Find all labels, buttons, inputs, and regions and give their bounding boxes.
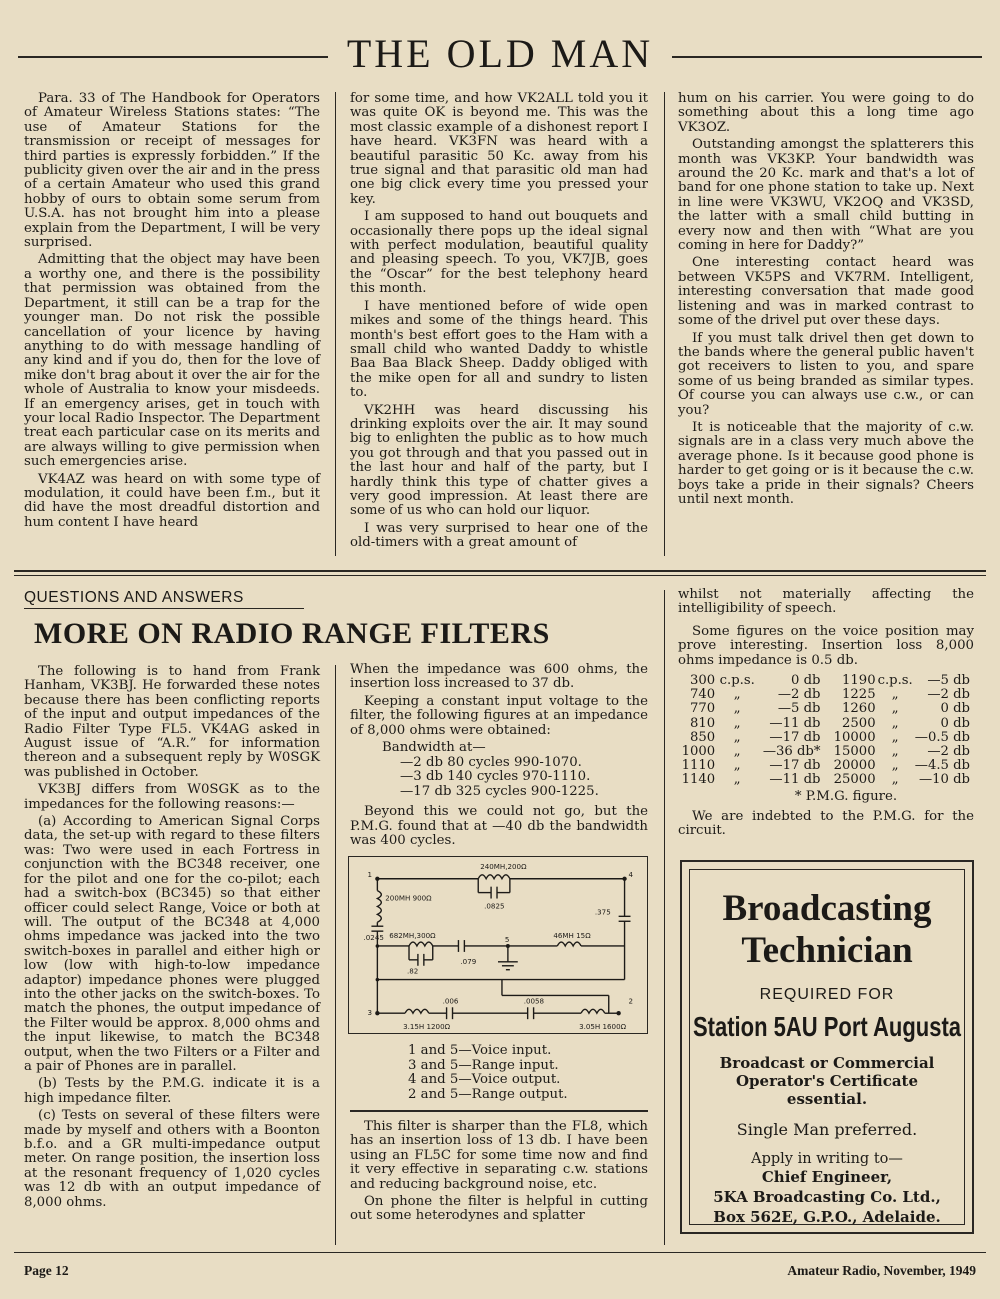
table-cell: —2 db [927, 687, 970, 703]
label-l4: 46MH 15Ω [553, 931, 591, 941]
table-cell: „ [891, 744, 899, 760]
legend-divider [350, 1110, 648, 1112]
paragraph: Admitting that the object may have been a worthy one, and there is the possibility that permission was obtained from the Department, it still can be a trap for the younger man. Do not risk the possible cancellation of your licence by having anything to do with message handling of any kind and if you do, then for the love of mike don't brag about it over the air for the whole of Australia to know your misdeeds. If an emergency arises, get in touch with your local Radio Inspector. The Department treat each particular case on its merits and are always willing to give permission when such emergencies arise. [24, 252, 320, 470]
table-cell: —5 db [777, 701, 821, 717]
table-row [678, 717, 970, 731]
table-cell: 1000 [681, 744, 716, 760]
legend-item: 2 and 5—Range output. [408, 1086, 568, 1102]
bottom-column-3 [678, 588, 974, 842]
ad-address-line: 5KA Broadcasting Co. Ltd., [713, 1188, 941, 1206]
footer-rule [14, 1252, 986, 1253]
table-cell: 15000 [833, 744, 876, 760]
ad-cert-line: Operator's Certificate [735, 1072, 919, 1090]
masthead-rule-left [18, 56, 328, 58]
paragraph: Beyond this we could not go, but the P.M.G. found that at —40 db the bandwidth was 400 cycles. [350, 804, 648, 849]
node-1: 1 [367, 869, 373, 879]
table-cell: 10000 [833, 729, 876, 745]
table-cell: 0 db [940, 701, 970, 717]
voice-figures-table [678, 674, 970, 788]
node-5: 5 [504, 935, 510, 945]
ad-cert-line: essential. [786, 1090, 868, 1108]
paragraph: One interesting contact heard was between VK5PS and VK7RM. Intelligent, interesting conversation that made good listening and was in marked contrast to some of the drivel put over these days. [678, 255, 974, 329]
article-headline: MORE ON RADIO RANGE FILTERS [34, 617, 550, 650]
bandwidth-row: —17 db 325 cycles 900-1225. [400, 783, 599, 799]
table-cell: „ [891, 701, 899, 717]
legend-item: 3 and 5—Range input. [408, 1057, 559, 1073]
table-row [678, 731, 970, 745]
table-cell: c.p.s. [877, 673, 913, 689]
table-cell: 300 [690, 673, 716, 689]
paragraph: The following is to hand from Frank Hanham, VK3BJ. He forwarded these notes because there has been conflicting reports of the input and output impedances of the Radio Filter Type FL5. VK4AG asked in August issue of “A.R.” for information thereon and a subsequent reply by W0SGK was published in October. [24, 664, 320, 780]
ad-apply: Apply in writing to— [751, 1151, 903, 1167]
paragraph: It is noticeable that the majority of c.w. signals are in a class very much above the average phone. Is it because good phone is harder to get going or is it because the c.w. boys take a pride in their signals? Cheers until next month. [678, 419, 974, 507]
circuit-legend [408, 1044, 568, 1102]
ad-single: Single Man preferred. [736, 1120, 918, 1139]
paragraph: On phone the filter is helpful in cutting out some heterodynes and splatter [350, 1194, 648, 1224]
ad-required: REQUIRED FOR [759, 986, 895, 1003]
node-4: 4 [628, 869, 634, 879]
label-l2: 200MH 900Ω [385, 893, 432, 903]
job-advertisement [680, 860, 974, 1234]
paragraph: VK4AZ was heard on with some type of modulation, it could have been f.m., but it did have the most dreadful distortion and hum content I have heard [24, 471, 320, 530]
node-2: 2 [628, 996, 634, 1006]
bandwidth-heading: Bandwidth at— [382, 740, 486, 756]
bottom-column-1 [24, 665, 320, 1213]
table-cell: —0.5 db [914, 729, 970, 745]
table-cell: —5 db [927, 673, 970, 689]
paragraph: (a) According to American Signal Corps data, the set-up with regard to these filters was: Two were used in each Fortress in conjunction with the BC348 receiver, one for the pilot and one for the co-pilot; each had a switch-box (BC345) so that either officer could select Range, Voice or both at will. The output of the BC348 at 4,000 ohms impedance was jacked into the two switch-boxes in parallel and either high or low (low with high-to-low impedance adaptor) impedance phones were plugged into the other jacks on the switch-boxes. To match the phones, the output impedance of the Filter would be approx. 8,000 ohms and the input likewise, to match the BC348 output, when the two Filters or a Filter and a pair of Phones are in parallel. [24, 814, 320, 1074]
pmg-note: * P.M.G. figure. [794, 788, 898, 804]
table-cell: —17 db [769, 758, 821, 774]
table-cell: 0 db [940, 715, 970, 731]
paragraph: Outstanding amongst the splatterers this month was VK3KP. Your bandwidth was around the 20 Kc. mark and that's a lot of band for one phone station to take up. Next in line were VK3WU, VK2OQ and VK3SD, the latter with a small child butting in every now and then with “What are you coming in here for Daddy?” [678, 137, 974, 254]
paragraph: We are indebted to the P.M.G. for the circuit. [678, 809, 974, 839]
ad-address-line: Chief Engineer, [761, 1168, 893, 1186]
table-cell: 1110 [681, 758, 716, 774]
table-cell: 770 [690, 701, 716, 717]
table-row [678, 745, 970, 759]
table-cell: „ [733, 687, 741, 703]
column-divider [664, 92, 665, 556]
top-column-3 [678, 92, 974, 510]
paragraph: I was very surprised to hear one of the old-timers with a great amount of [350, 520, 648, 551]
table-cell: „ [891, 729, 899, 745]
paragraph: (b) Tests by the P.M.G. indicate it is a high impedance filter. [24, 1076, 320, 1106]
issue-label: Amateur Radio, November, 1949 [787, 1263, 976, 1278]
label-c5: .375 [594, 907, 611, 917]
table-cell: 850 [690, 729, 716, 745]
ad-certificate [690, 1054, 964, 1108]
table-cell: „ [891, 715, 899, 731]
paragraph: Para. 33 of The Handbook for Operators of Amateur Wireless Stations states: “The use of Amateur Stations for the transmission or receipt of messages for third parties is expressly forbidden.” If the publicity given over the air and in the press of a certain Amateur who used this grand hobby of ours to obtain some serum from U.S.A. has not brought him into a please explain from the Department, I will be very surprised. [24, 91, 320, 251]
circuit-svg [349, 857, 647, 1033]
ad-cert-line: Broadcast or Commercial [719, 1054, 935, 1072]
table-row [678, 688, 970, 702]
table-cell: 740 [690, 687, 716, 703]
label-l1: 240MH,200Ω [480, 861, 527, 871]
paragraph: When the impedance was 600 ohms, the insertion loss increased to 37 db. [350, 662, 648, 692]
page-number: Page 12 [24, 1263, 69, 1278]
paragraph: Some figures on the voice position may prove interesting. Insertion loss 8,000 ohms impedance is 0.5 db. [678, 623, 974, 668]
top-column-2 [350, 92, 648, 554]
paragraph: Keeping a constant input voltage to the filter, the following figures at an impedance of 8,000 ohms were obtained: [350, 693, 648, 738]
paragraph: VK2HH was heard discussing his drinking exploits over the air. It may sound big to enlighten the public as to how much you got through and that you passed out in the last hour and half of the party, but I hardly think this type of chatter gives a very good impression. At least there are some of us who can hold our liquor. [350, 402, 648, 519]
label-c4: .079 [460, 956, 477, 966]
table-cell: —11 db [769, 772, 821, 788]
table-cell: 810 [690, 715, 716, 731]
table-cell: „ [891, 687, 899, 703]
bottom-column-2 [350, 663, 648, 852]
node-3: 3 [367, 1008, 373, 1018]
table-cell: 0 db [791, 673, 821, 689]
bandwidth-list [382, 741, 648, 799]
paragraph: whilst not materially affecting the intelligibility of speech. [678, 587, 974, 617]
label-c2: .0245 [363, 933, 384, 943]
paragraph: I am supposed to hand out bouquets and occasionally there pops up the ideal signal with perfect modulation, beautiful quality and pleasing speech. To you, VK7JB, goes the “Oscar” for the best telephony heard this month. [350, 209, 648, 297]
label-l3: 682MH,300Ω [389, 931, 436, 941]
table-cell: 20000 [833, 758, 876, 774]
table-cell: —2 db [777, 687, 821, 703]
table-cell: 1225 [842, 687, 876, 703]
table-cell: —4.5 db [914, 758, 970, 774]
bottom-column-2-cont [350, 1120, 648, 1227]
table-cell: —11 db [769, 715, 821, 731]
paragraph: VK3BJ differs from W0SGK as to the impedances for the following reasons:— [24, 782, 320, 812]
table-cell: „ [733, 744, 741, 760]
table-cell: c.p.s. [719, 673, 755, 689]
section-label: QUESTIONS AND ANSWERS [24, 589, 304, 609]
table-cell: 25000 [833, 772, 876, 788]
ad-address-line: Box 562E, G.P.O., Adelaide. [713, 1208, 941, 1226]
section-separator-thin [14, 575, 986, 576]
ad-title-line1: Broadcasting [722, 888, 932, 929]
section-separator [14, 570, 986, 572]
filter-circuit-diagram [348, 856, 648, 1034]
bandwidth-row: —3 db 140 cycles 970-1110. [400, 769, 591, 785]
table-cell: „ [733, 701, 741, 717]
table-row [678, 702, 970, 716]
table-cell: —2 db [927, 744, 970, 760]
label-c3: .82 [407, 966, 419, 976]
table-cell: —17 db [769, 729, 821, 745]
table-cell: 2500 [842, 715, 876, 731]
table-cell: „ [733, 758, 741, 774]
top-column-1 [24, 92, 320, 533]
paragraph: for some time, and how VK2ALL told you it was quite OK is beyond me. This was the most classic example of a dishonest report I have heard. VK3FN was heard with a beautiful parasitic 50 Kc. away from his true signal and that parasitic old man had one big click every time you pressed your key. [350, 91, 648, 207]
ad-title-line2: Technician [741, 930, 913, 971]
table-cell: —10 db [918, 772, 970, 788]
column-divider [664, 590, 665, 1245]
table-cell: „ [733, 715, 741, 731]
table-cell: —36 db* [762, 744, 821, 760]
label-l6: 3.05H 1600Ω [579, 1022, 627, 1032]
paragraph: hum on his carrier. You were going to do something about this a long time ago VK3OZ. [678, 91, 974, 135]
label-c7: .0058 [523, 996, 545, 1006]
table-cell: „ [733, 729, 741, 745]
paragraph: (c) Tests on several of these filters were made by myself and others with a Boonton b.f.o. and a GR multi-impedance output meter. On range position, the insertion loss at the resonant frequency of 1,020 cycles was 12 db with an output impedance of 8,000 ohms. [24, 1108, 320, 1210]
ad-station: Station 5AU Port Augusta [692, 1010, 962, 1042]
paragraph: I have mentioned before of wide open mikes and some of the things heard. This month's best effort goes to the Ham with a small child who wanted Daddy to whistle Baa Baa Black Sheep. Daddy obliged with the mike open for all and sundry to listen to. [350, 298, 648, 401]
label-l5: 3.15H 1200Ω [403, 1022, 451, 1032]
ad-inner-border [689, 869, 965, 1225]
label-c1: .0825 [484, 901, 505, 911]
bandwidth-row: —2 db 80 cycles 990-1070. [400, 754, 582, 770]
table-row [678, 759, 970, 773]
table-cell: 1260 [842, 701, 876, 717]
table-cell: 1140 [681, 772, 716, 788]
table-row [678, 674, 970, 688]
label-c6: .006 [442, 996, 459, 1006]
paragraph: This filter is sharper than the FL8, which has an insertion loss of 13 db. I have been using an FL5C for some time now and find it very effective in separating c.w. stations and reducing background noise, etc. [350, 1119, 648, 1192]
table-cell: „ [891, 758, 899, 774]
table-cell: „ [891, 772, 899, 788]
masthead-rule-right [672, 56, 982, 58]
column-divider [335, 92, 336, 556]
masthead-title: THE OLD MAN [346, 31, 654, 76]
table-cell: „ [733, 772, 741, 788]
legend-item: 1 and 5—Voice input. [408, 1043, 552, 1058]
paragraph: If you must talk drivel then get down to the bands where the general public haven't got receivers to listen to you, and spare some of us being branded as similar types. Of course you can always use c.w., or can you? [678, 330, 974, 418]
legend-item: 4 and 5—Voice output. [408, 1072, 561, 1088]
table-cell: 1190 [842, 673, 876, 689]
column-divider [335, 665, 336, 1245]
table-row [678, 773, 970, 787]
